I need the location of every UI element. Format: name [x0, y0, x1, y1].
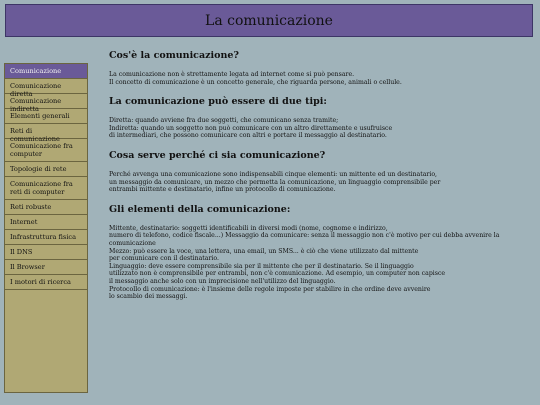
sidebar-item-comunicazione-fra-computer[interactable]: Comunicazione fra computer — [5, 139, 87, 162]
section-heading: La comunicazione può essere di due tipi: — [109, 96, 327, 108]
section-body: La comunicazione non è strettamente legata ad internet come si può pensare. Il concetto di comunicazione è un concetto generale, che riguarda persone, animali o cellule. — [109, 71, 402, 86]
section-cosa-serve — [109, 150, 529, 194]
section-tipi — [109, 96, 529, 140]
section-heading: Cos'è la comunicazione? — [109, 50, 239, 61]
section-body: Perché avvenga una comunicazione sono indispensabili cinque elementi: un mittente ed un destinatario, un messaggio da comunicare, un mezzo che permetta la comunicazione, un linguaggio comprensibile per entrambi mittente e destinatario, infine un protocollo di comunicazione. — [109, 170, 441, 194]
section-body: Mittente, destinatario: soggetti identificabili in diversi modi (nome, cognome e indirizzo, numero di telefono, codice fiscale...) Messaggio da comunicare: senza il messaggio non c'è motivo per cui debba avvenire la comunicazione Mezzo: può essere la voce, una lettera, una email, un SMS... è ciò che viene utilizzato dal mittente per comunicare con il destinatario. Linguaggio: deve essere comprensibile sia per il mittente che per il destinatario. Se il linguaggio utilizzato non è comprensibile per entrambi, non c'è comunicazione. Ad esempio, un computer non capisce il messaggio anche solo con un imprecisione nell'utilizzo del linguaggio. Protocollo di comunicazione: è l'insieme delle regole imposte per stabilire in che ordine deve avvenire lo scambio dei messaggi. — [109, 224, 500, 301]
section-elementi — [109, 204, 529, 301]
sidebar-item-comunicazione[interactable]: Comunicazione — [5, 64, 87, 79]
sidebar-item-il-dns[interactable]: Il DNS — [5, 245, 87, 260]
page-header — [5, 4, 533, 37]
sidebar-item-reti-robuste[interactable]: Reti robuste — [5, 200, 87, 215]
sidebar-item-comunicazione-diretta[interactable]: Comunicazione diretta — [5, 79, 87, 94]
sidebar-item-internet[interactable]: Internet — [5, 215, 87, 230]
sidebar-item-infrastruttura-fisica[interactable]: Infrastruttura fisica — [5, 230, 87, 245]
section-heading: Gli elementi della comunicazione: — [109, 203, 291, 215]
section-body: Diretta: quando avviene fra due soggetti, che comunicano senza tramite; Indiretta: quando un soggetto non può comunicare con un altro direttamente e usufruisce di intermediari, che possono comunicare con altri e portare il messaggio al destinatario. — [109, 117, 393, 140]
main-content — [109, 50, 529, 311]
page-title: La comunicazione — [205, 12, 333, 29]
sidebar-item-comunicazione-indiretta[interactable]: Comunicazione indiretta — [5, 94, 87, 109]
sidebar-item-topologie-di-rete[interactable]: Topologie di rete — [5, 162, 87, 177]
sidebar-item-comunicazione-fra-reti[interactable]: Comunicazione fra reti di computer — [5, 177, 87, 200]
sidebar-nav — [4, 63, 88, 393]
section-heading: Cosa serve perché ci sia comunicazione? — [109, 149, 326, 161]
section-cos-e — [109, 50, 529, 86]
sidebar-item-elementi-generali[interactable]: Elementi generali — [5, 109, 87, 124]
sidebar-item-motori-di-ricerca[interactable]: I motori di ricerca — [5, 275, 87, 290]
sidebar-item-il-browser[interactable]: Il Browser — [5, 260, 87, 275]
sidebar-item-reti-di-comunicazione[interactable]: Reti di comunicazione — [5, 124, 87, 139]
